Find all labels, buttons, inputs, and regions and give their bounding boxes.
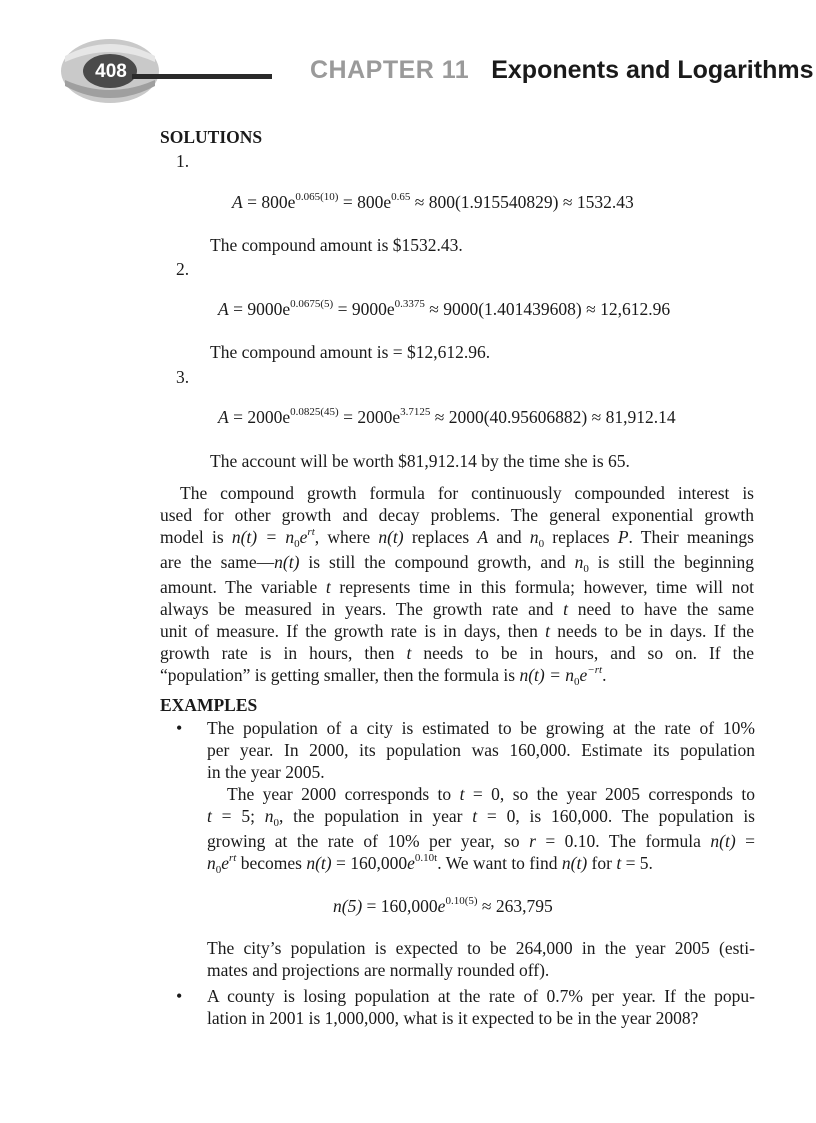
- solution-number-3: 3.: [176, 367, 190, 387]
- solution-conclusion-1: The compound amount is $1532.43.: [210, 235, 463, 255]
- solution-number-2: 2.: [176, 259, 190, 279]
- growth-model-paragraph: The compound growth formula for continuously compounded interest is used for other growth and decay problems. The general exponential growth model is $n(t) = n_0e^{rt}$, where n(t) replaces A and $n_0$ replaces P. Their meanings are the same—n(t) is still the compound growth, and $n_0$ is still the beginning amount. The variable t represents time in this formula; however, time will not always be measured in years. The growth rate and t need to have the same unit of measure. If the growth rate is in days, then t needs to be in days. If the growth rate is in hours, then t needs to be in hours, and so on. If the “population” is getting smaller, then the formula is $n(t) = n_0e^{-rt}$.: [160, 483, 755, 688]
- solutions-heading: SOLUTIONS: [160, 127, 263, 147]
- bullet-2: •: [176, 986, 183, 1006]
- page-header: [0, 0, 816, 130]
- page-number: 408: [95, 61, 127, 82]
- solution-conclusion-2: The compound amount is = $12,612.96.: [210, 342, 491, 362]
- examples-heading: EXAMPLES: [160, 695, 258, 715]
- example-1-solution: The year 2000 corresponds to t = 0, so the year 2005 corresponds to t = 5; $n_0$, the population in year t = 0, is 160,000. The population is growing at the rate of 10% per year, so r = 0.10. The formula n(t) = $n_0e^{rt}$ becomes $n(t) = 160,000e^{0.10t}$. We want to find n(t) for t = 5.: [207, 784, 755, 876]
- solution-number-1: 1.: [176, 151, 190, 171]
- solution-equation-1: $A = 800e^{0.065(10)} = 800e^{0.65} \approx 800(1.915540829) \approx 1532.43$: [232, 191, 634, 212]
- chapter-title: [310, 56, 813, 85]
- chapter-label: CHAPTER 11: [310, 56, 470, 84]
- solution-equation-2: $A = 9000e^{0.0675(5)} = 9000e^{0.3375} \approx 9000(1.401439608) \approx 12,612.96$: [218, 298, 671, 319]
- example-1-conclusion: The city’s population is expected to be 264,000 in the year 2005 (esti- mates and projections are normally rounded off).: [207, 938, 755, 980]
- header-rule: [132, 74, 272, 79]
- bullet-1: •: [176, 718, 183, 738]
- solution-conclusion-3: The account will be worth $81,912.14 by the time she is 65.: [210, 451, 630, 471]
- chapter-name: Exponents and Logarithms: [491, 56, 814, 84]
- example-2-question: A county is losing population at the rate of 0.7% per year. If the popu- lation in 2001 is 1,000,000, what is it expected to be in the year 2008?: [207, 986, 755, 1028]
- example-1-equation: $n(5) = 160,000e^{0.10(5)} \approx 263,795$: [333, 895, 553, 916]
- solution-equation-3: $A = 2000e^{0.0825(45)} = 2000e^{3.7125} \approx 2000(40.95606882) \approx 81,912.14$: [218, 406, 676, 427]
- example-1-question: The population of a city is estimated to be growing at the rate of 10% per year. In 2000, its population was 160,000. Estimate its population in the year 2005.: [207, 718, 755, 782]
